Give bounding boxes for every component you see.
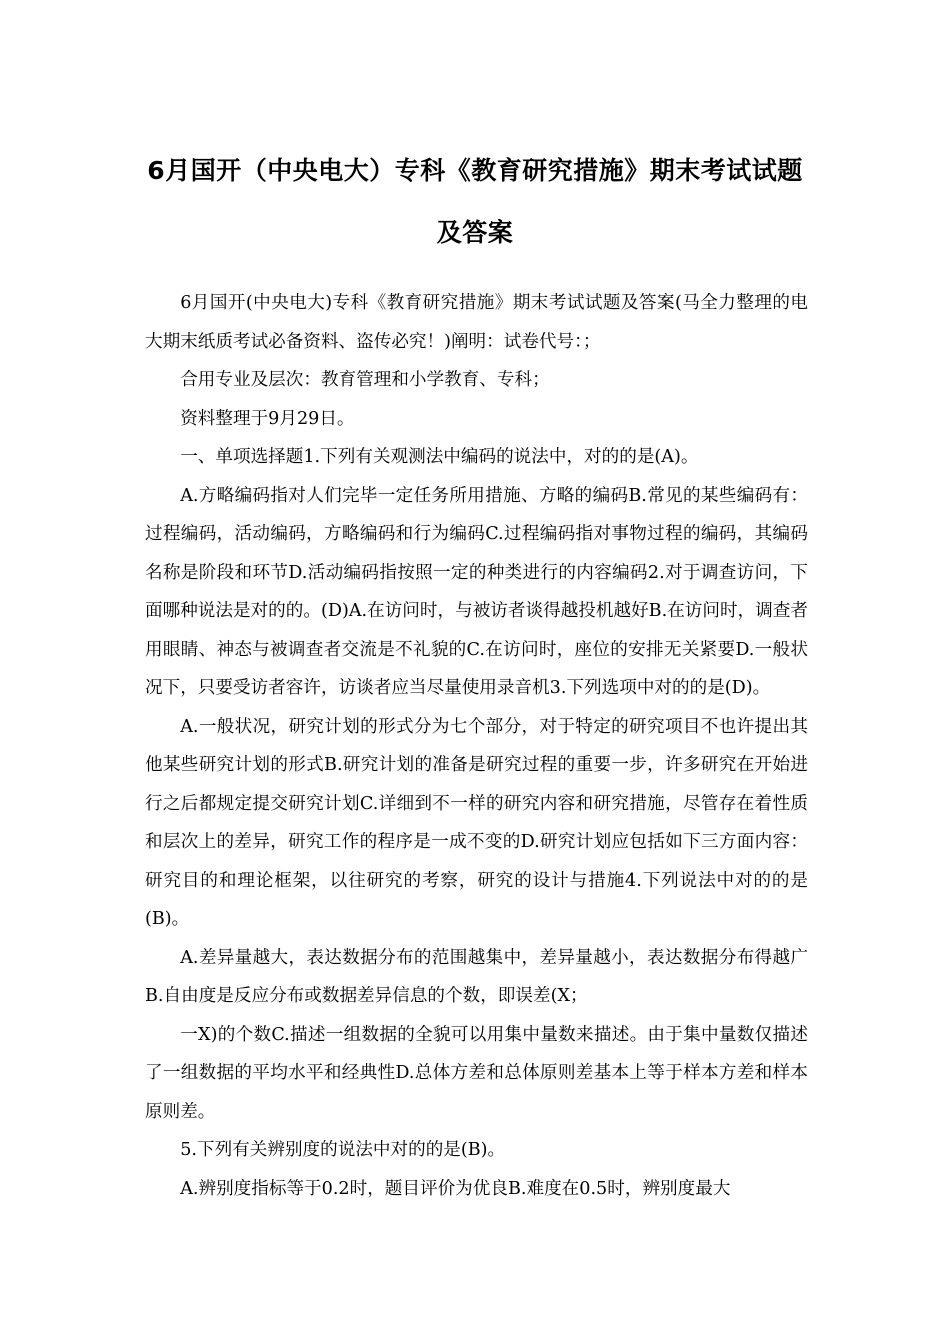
paragraph-options-4b: 一X)的个数C.描述一组数据的全貌可以用集中量数来描述。由于集中量数仅描述了一组数据的平均水平和经典性D.总体方差和总体原则差基本上等于样本方差和样本原则差。: [145, 1024, 808, 1122]
paragraph-date: 资料整理于9月29日。: [180, 408, 355, 429]
paragraph-question-1: 一、单项选择题1.下列有关观测法中编码的说法中，对的的是(A)。: [180, 447, 699, 467]
title-line-2: 及答案: [436, 218, 514, 247]
paragraph-options-3-4: A.一般状况，研究计划的形式分为七个部分，对于特定的研究项目不也许提出其他某些研究计划的形式B.研究计划的准备是研究过程的重要一步，许多研究在开始进行之后都规定提交研究计划C.详细到不一样的研究内容和研究措施，尽管存在着性质和层次上的差异，研究工作的程序是一成不变的D.研究计划应包括如下三方面内容：研究目的和理论框架，以往研究的考察，研究的设计与措施4.下列说法中对的的是(B)。: [145, 716, 808, 929]
document-body: [145, 284, 808, 1208]
document-title: [120, 140, 830, 264]
paragraph-options-1-3: A.方略编码指对人们完毕一定任务所用措施、方略的编码B.常见的某些编码有：过程编码，活动编码，方略编码和行为编码C.过程编码指对事物过程的编码，其编码名称是阶段和环节D.活动编码指按照一定的种类进行的内容编码2.对于调查访问，下面哪种说法是对的的。(D)A.在访问时，与被访者谈得越投机越好B.在访问时，调查者用眼睛、神态与被调查者交流是不礼貌的C.在访问时，座位的安排无关紧要D.一般状况下，只要受访者容许，访谈者应当尽量使用录音机3.下列选项中对的的是(D)。: [145, 485, 808, 698]
paragraph-question-5: 5.下列有关辨别度的说法中对的的是(B)。: [180, 1140, 506, 1160]
paragraph-major: 合用专业及层次：教育管理和小学教育、专科；: [180, 370, 550, 390]
paragraph-options-5: A.辨别度指标等于0.2时，题目评价为优良B.难度在0.5时，辨别度最大: [180, 1178, 731, 1199]
paragraph-intro: 6月国开(中央电大)专科《教育研究措施》期末考试试题及答案(马全力整理的电大期末纸质考试必备资料、盗传必究！)阐明：试卷代号：；: [145, 293, 808, 352]
title-line-1: 6月国开（中央电大）专科《教育研究措施》期末考试试题: [147, 156, 803, 185]
paragraph-options-4a: A.差异量越大，表达数据分布的范围越集中，差异量越小，表达数据分布得越广B.自由度是反应分布或数据差异信息的个数，即误差(X；: [145, 947, 808, 1006]
